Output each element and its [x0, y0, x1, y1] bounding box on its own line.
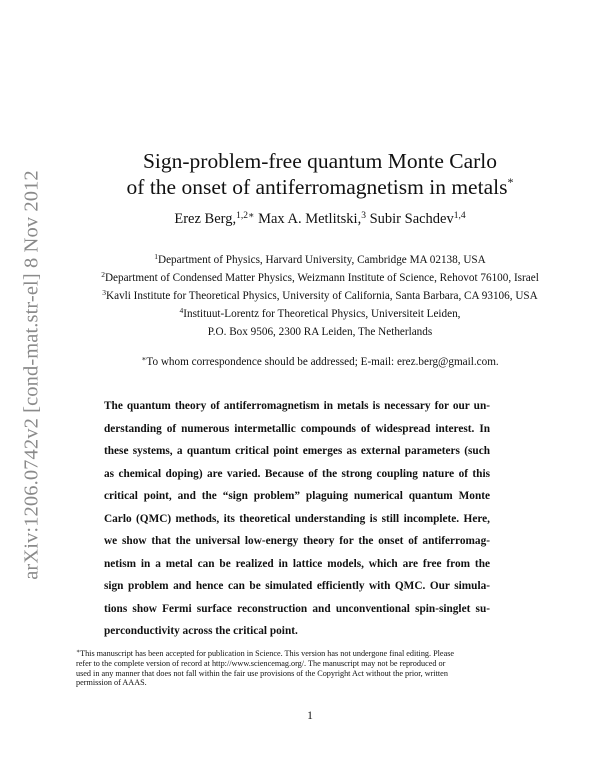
author-name: Subir Sachdev — [369, 211, 454, 227]
affiliation-2 — [60, 269, 580, 287]
affiliation-3 — [60, 287, 580, 305]
author-2 — [258, 211, 366, 227]
affiliation-marker: 4 — [179, 306, 184, 315]
arxiv-stamp-text: arXiv:1206.0742v2 [cond-mat.str-el] 8 Nov 2012 — [20, 170, 43, 580]
abstract — [104, 395, 490, 643]
abstract-line: netism in a metal can be realized in lattice models, which are free from the — [104, 557, 490, 570]
affiliation-marker: 1 — [154, 252, 159, 261]
affiliation-marker: 2 — [101, 270, 105, 279]
author-affiliation-marker: 1,2∗ — [236, 211, 255, 221]
affiliations — [60, 251, 580, 341]
affiliation-text: Kavli Institute for Theoretical Physics, University of California, Santa Barbara, CA 93106, USA — [106, 290, 538, 302]
title-line-2 — [60, 174, 580, 200]
abstract-line: perconductivity across the critical point. — [104, 625, 298, 637]
affiliation-marker: 3 — [102, 288, 107, 297]
footnote-line: refer to the complete version of record at http://www.sciencemag.org/. The manuscript may not be reproduced or — [76, 658, 446, 668]
abstract-line: these systems, a quantum critical point emerges as external parameters (such — [104, 445, 490, 457]
author-affiliation-marker: 1,4 — [453, 211, 466, 221]
author-list — [60, 211, 580, 228]
footnote — [76, 649, 538, 688]
affiliation-text: P.O. Box 9506, 2300 RA Leiden, The Netherlands — [207, 326, 433, 338]
abstract-line: Carlo (QMC) methods, its theoretical understanding is still incomplete. Here, — [104, 512, 490, 525]
affiliation-text: Department of Physics, Harvard University, Cambridge MA 02138, USA — [158, 254, 486, 266]
footnote-line — [76, 649, 538, 659]
abstract-line: as chemical doping) are varied. Because of the strong coupling nature of this — [104, 467, 490, 480]
footnote-line: used in any manner that does not fall within the fair use provisions of the Copyright Act without the prior, written — [76, 668, 448, 678]
affiliation-4-address — [60, 323, 580, 341]
abstract-line: The quantum theory of antiferromagnetism in metals is necessary for our un- — [104, 400, 490, 412]
title-line-2-text: of the onset of antiferromagnetism in metals — [126, 175, 508, 199]
correspondence-note — [60, 356, 580, 368]
affiliation-1 — [60, 251, 580, 269]
correspondence-text: To whom correspondence should be addressed; E-mail: erez.berg@gmail.com. — [146, 356, 499, 368]
title-line-1: Sign-problem-free quantum Monte Carlo — [142, 149, 498, 173]
author-3 — [370, 211, 466, 227]
abstract-line: critical point, and the “sign problem” plaguing numerical quantum Monte — [104, 490, 490, 502]
page-number: 1 — [307, 710, 313, 722]
affiliation-text: Instituut-Lorentz for Theoretical Physics, Universiteit Leiden, — [183, 308, 461, 320]
affiliation-text: Department of Condensed Matter Physics, Weizmann Institute of Science, Rehovot 76100, Israel — [104, 272, 539, 284]
author-affiliation-marker: 3 — [361, 211, 366, 221]
footnote-line: permission of AAAS. — [76, 678, 147, 688]
correspondence-marker: ∗ — [141, 354, 147, 363]
author-1 — [174, 211, 254, 227]
affiliation-4 — [60, 305, 580, 323]
author-name: Max A. Metlitski, — [258, 211, 362, 227]
footnote-line-text: This manuscript has been accepted for publication in Science. This version has not undergone final editing. Please — [80, 649, 455, 658]
abstract-line: we show that the universal low-energy theory for the onset of antiferromag- — [104, 535, 490, 547]
arxiv-stamp — [12, 155, 52, 595]
paper-title — [60, 148, 580, 200]
abstract-line: tions show Fermi surface reconstruction and unconventional spin-singlet su- — [104, 602, 490, 615]
footnote-marker: ∗ — [76, 649, 81, 655]
abstract-line: sign problem and hence can be simulated efficiently with QMC. Our simula- — [104, 580, 490, 592]
abstract-line: derstanding of numerous intermetallic compounds of widespread interest. In — [104, 422, 490, 435]
author-name: Erez Berg, — [174, 211, 237, 227]
title-footnote-marker: * — [507, 175, 514, 189]
